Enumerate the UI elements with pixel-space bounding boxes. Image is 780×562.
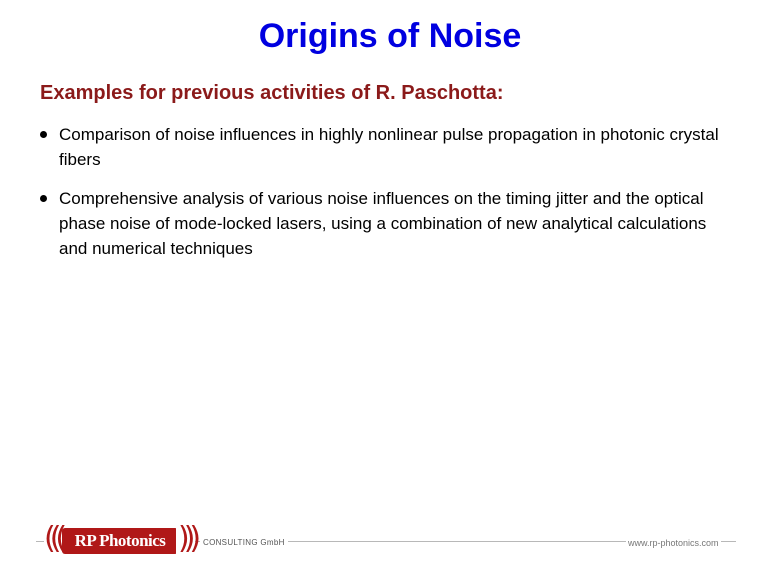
slide-subtitle: Examples for previous activities of R. Paschotta: [40,82,504,104]
bullet-list [40,122,720,275]
bullet-text: Comparison of noise influences in highly nonlinear pulse propagation in photonic crystal fibers [59,125,719,169]
company-logo: RP Photonics [62,528,178,554]
logo-right-waves-icon: ))) [178,521,196,556]
slide-title: Origins of Noise [258,17,522,55]
slide-footer [0,522,780,556]
bullet-dot-icon [40,195,47,202]
bullet-item [40,122,720,172]
logo-left-waves-icon: ((( [44,522,65,556]
website-url: www.rp-photonics.com [628,538,719,548]
company-suffix: CONSULTING GmbH [200,538,288,547]
bullet-text: Comprehensive analysis of various noise influences on the timing jitter and the optical phase noise of mode-locked lasers, using a combination of new analytical calculations and numerical techniques [59,189,707,258]
bullet-item [40,186,720,261]
bullet-dot-icon [40,131,47,138]
